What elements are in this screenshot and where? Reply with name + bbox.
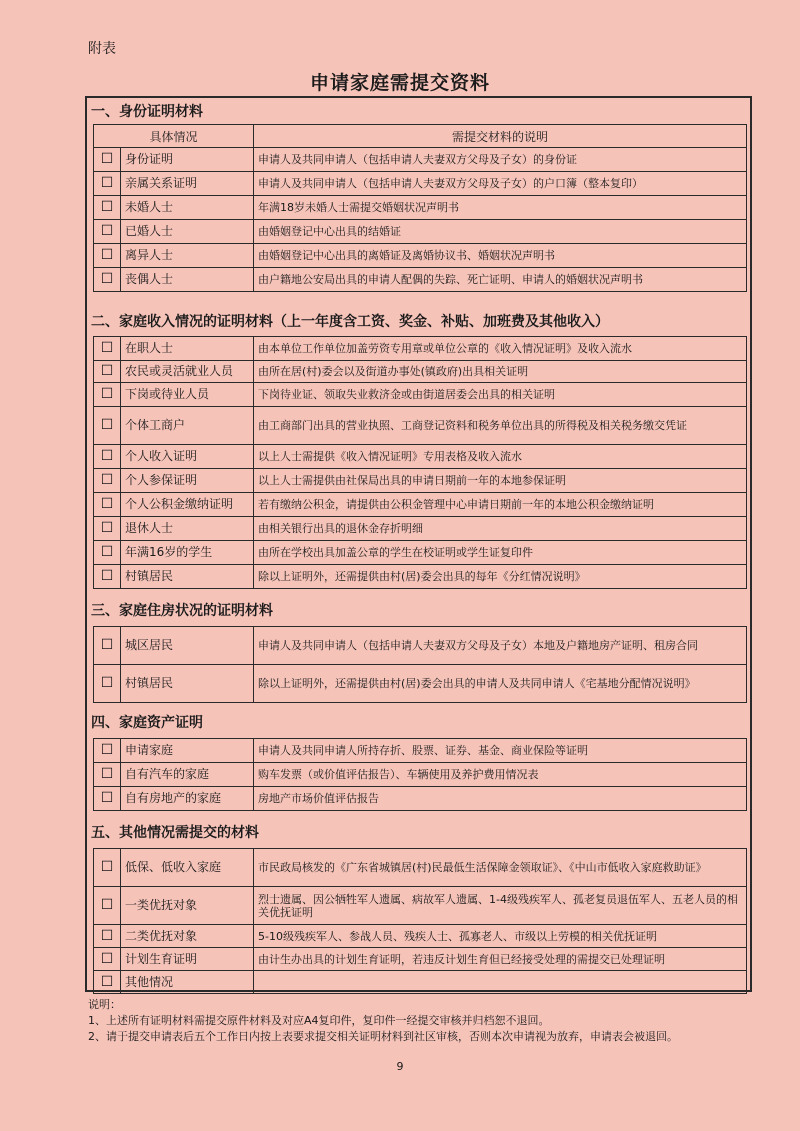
table-row <box>94 627 747 665</box>
row-desc: 由本单位工作单位加盖劳资专用章或单位公章的《收入情况证明》及收入流水 <box>254 337 747 361</box>
row-item: 自有汽车的家庭 <box>121 763 254 787</box>
row-item: 个人收入证明 <box>121 445 254 469</box>
checkbox[interactable]: ☐ <box>94 383 121 407</box>
table-row <box>94 148 747 172</box>
annex-label: 附表 <box>88 41 116 57</box>
row-desc: 以上人士需提供由社保局出具的申请日期前一年的本地参保证明 <box>254 469 747 493</box>
checkbox[interactable]: ☐ <box>94 541 121 565</box>
row-item: 已婚人士 <box>121 220 254 244</box>
table-row <box>94 541 747 565</box>
table-row <box>94 665 747 703</box>
row-desc: 年满18岁未婚人士需提交婚姻状况声明书 <box>254 196 747 220</box>
table-header <box>94 125 747 148</box>
section-table <box>93 738 747 811</box>
row-item: 一类优抚对象 <box>121 887 254 925</box>
table-row <box>94 445 747 469</box>
row-desc: 市民政局核发的《广东省城镇居(村)民最低生活保障金领取证》、《中山市低收入家庭救助证》 <box>254 849 747 887</box>
section-identity <box>85 100 752 292</box>
row-item: 丧偶人士 <box>121 268 254 292</box>
row-desc: 由婚姻登记中心出具的离婚证及离婚协议书、婚姻状况声明书 <box>254 244 747 268</box>
row-desc: 由计生办出具的计划生育证明，若违反计划生育但已经接受处理的需提交已处理证明 <box>254 948 747 971</box>
row-item: 身份证明 <box>121 148 254 172</box>
row-item: 自有房地产的家庭 <box>121 787 254 811</box>
notes-label: 说明： <box>88 998 121 1011</box>
row-item: 亲属关系证明 <box>121 172 254 196</box>
table-row <box>94 787 747 811</box>
checkbox[interactable]: ☐ <box>94 565 121 589</box>
checkbox[interactable]: ☐ <box>94 517 121 541</box>
row-item: 申请家庭 <box>121 739 254 763</box>
row-item: 城区居民 <box>121 627 254 665</box>
table-row <box>94 763 747 787</box>
note-line: 1、上述所有证明材料需提交原件材料及对应A4复印件，复印件一经提交审核并归档恕不退回。 <box>88 1014 550 1027</box>
row-desc: 由婚姻登记中心出具的结婚证 <box>254 220 747 244</box>
note-line: 2、请于提交申请表后五个工作日内按上表要求提交相关证明材料到社区审核，否则本次申请视为放弃，申请表会被退回。 <box>88 1030 678 1043</box>
checkbox[interactable]: ☐ <box>94 268 121 292</box>
row-desc: 由户籍地公安局出具的申请人配偶的失踪、死亡证明、申请人的婚姻状况声明书 <box>254 268 747 292</box>
checkbox[interactable]: ☐ <box>94 172 121 196</box>
row-desc: 申请人及共同申请人（包括申请人夫妻双方父母及子女）的户口簿（整本复印） <box>254 172 747 196</box>
checkbox[interactable]: ☐ <box>94 493 121 517</box>
table-row <box>94 407 747 445</box>
row-item: 离异人士 <box>121 244 254 268</box>
header-situation: 具体情况 <box>94 125 254 148</box>
checkbox[interactable]: ☐ <box>94 849 121 887</box>
checkbox[interactable]: ☐ <box>94 469 121 493</box>
checkbox[interactable]: ☐ <box>94 948 121 971</box>
row-item: 村镇居民 <box>121 565 254 589</box>
checkbox[interactable]: ☐ <box>94 361 121 383</box>
row-desc: 5-10级残疾军人、参战人员、残疾人士、孤寡老人、市级以上劳模的相关优抚证明 <box>254 925 747 948</box>
section-table <box>93 124 747 292</box>
checkbox[interactable]: ☐ <box>94 739 121 763</box>
row-item: 农民或灵活就业人员 <box>121 361 254 383</box>
table-row <box>94 887 747 925</box>
table-row <box>94 971 747 994</box>
section-other <box>85 818 752 994</box>
row-desc: 下岗待业证、领取失业救济金或由街道居委会出具的相关证明 <box>254 383 747 407</box>
page-title: 申请家庭需提交资料 <box>309 72 490 94</box>
table-row <box>94 565 747 589</box>
table-row <box>94 517 747 541</box>
table-row <box>94 948 747 971</box>
row-item: 个人公积金缴纳证明 <box>121 493 254 517</box>
table-row <box>94 196 747 220</box>
section-table <box>93 336 747 589</box>
section-title: 三、家庭住房状况的证明材料 <box>91 603 273 619</box>
row-item: 退休人士 <box>121 517 254 541</box>
table-row <box>94 172 747 196</box>
row-item: 未婚人士 <box>121 196 254 220</box>
row-item: 在职人士 <box>121 337 254 361</box>
header-materials: 需提交材料的说明 <box>254 125 747 148</box>
row-desc: 申请人及共同申请人所持存折、股票、证券、基金、商业保险等证明 <box>254 739 747 763</box>
checkbox[interactable]: ☐ <box>94 196 121 220</box>
checkbox[interactable]: ☐ <box>94 971 121 994</box>
checkbox[interactable]: ☐ <box>94 787 121 811</box>
table-row <box>94 220 747 244</box>
section-table <box>93 848 747 994</box>
row-desc: 申请人及共同申请人（包括申请人夫妻双方父母及子女）的身份证 <box>254 148 747 172</box>
row-item: 个体工商户 <box>121 407 254 445</box>
row-desc: 由所在学校出具加盖公章的学生在校证明或学生证复印件 <box>254 541 747 565</box>
row-desc: 购车发票（或价值评估报告）、车辆使用及养护费用情况表 <box>254 763 747 787</box>
row-desc <box>254 971 747 994</box>
checkbox[interactable]: ☐ <box>94 220 121 244</box>
row-desc: 申请人及共同申请人（包括申请人夫妻双方父母及子女）本地及户籍地房产证明、租房合同 <box>254 627 747 665</box>
checkbox[interactable]: ☐ <box>94 887 121 925</box>
row-desc: 房地产市场价值评估报告 <box>254 787 747 811</box>
checkbox[interactable]: ☐ <box>94 148 121 172</box>
row-item: 其他情况 <box>121 971 254 994</box>
row-desc: 若有缴纳公积金，请提供由公积金管理中心申请日期前一年的本地公积金缴纳证明 <box>254 493 747 517</box>
notes <box>88 997 768 1045</box>
checkbox[interactable]: ☐ <box>94 244 121 268</box>
section-income <box>85 308 752 589</box>
table-row <box>94 739 747 763</box>
row-item: 年满16岁的学生 <box>121 541 254 565</box>
table-row <box>94 469 747 493</box>
section-title: 四、家庭资产证明 <box>91 715 203 731</box>
row-desc: 由相关银行出具的退休金存折明细 <box>254 517 747 541</box>
row-desc: 以上人士需提供《收入情况证明》专用表格及收入流水 <box>254 445 747 469</box>
table-row <box>94 268 747 292</box>
row-desc: 烈士遗属、因公牺牲军人遗属、病故军人遗属、1-4级残疾军人、孤老复员退伍军人、五老人员的相关优抚证明 <box>254 887 747 925</box>
checkbox[interactable]: ☐ <box>94 445 121 469</box>
row-item: 二类优抚对象 <box>121 925 254 948</box>
section-title: 二、家庭收入情况的证明材料（上一年度含工资、奖金、补贴、加班费及其他收入） <box>91 314 609 330</box>
row-item: 村镇居民 <box>121 665 254 703</box>
checkbox[interactable]: ☐ <box>94 407 121 445</box>
table-row <box>94 493 747 517</box>
section-assets <box>85 708 752 811</box>
table-row <box>94 849 747 887</box>
section-table <box>93 626 747 703</box>
table-row <box>94 337 747 361</box>
table-row <box>94 383 747 407</box>
checkbox[interactable]: ☐ <box>94 925 121 948</box>
checkbox[interactable]: ☐ <box>94 763 121 787</box>
table-row <box>94 361 747 383</box>
section-housing <box>85 596 752 703</box>
row-item: 下岗或待业人员 <box>121 383 254 407</box>
row-desc: 由工商部门出具的营业执照、工商登记资料和税务单位出具的所得税及相关税务缴交凭证 <box>254 407 747 445</box>
row-desc: 除以上证明外，还需提供由村(居)委会出具的每年《分红情况说明》 <box>254 565 747 589</box>
checkbox[interactable]: ☐ <box>94 627 121 665</box>
section-title: 一、身份证明材料 <box>91 104 203 120</box>
page-number: 9 <box>396 1060 404 1073</box>
row-item: 个人参保证明 <box>121 469 254 493</box>
table-row <box>94 925 747 948</box>
checkbox[interactable]: ☐ <box>94 665 121 703</box>
row-item: 计划生育证明 <box>121 948 254 971</box>
row-item: 低保、低收入家庭 <box>121 849 254 887</box>
row-desc: 由所在居(村)委会以及街道办事处(镇政府)出具相关证明 <box>254 361 747 383</box>
table-row <box>94 244 747 268</box>
row-desc: 除以上证明外，还需提供由村(居)委会出具的申请人及共同申请人《宅基地分配情况说明》 <box>254 665 747 703</box>
section-title: 五、其他情况需提交的材料 <box>91 825 259 841</box>
checkbox[interactable]: ☐ <box>94 337 121 361</box>
